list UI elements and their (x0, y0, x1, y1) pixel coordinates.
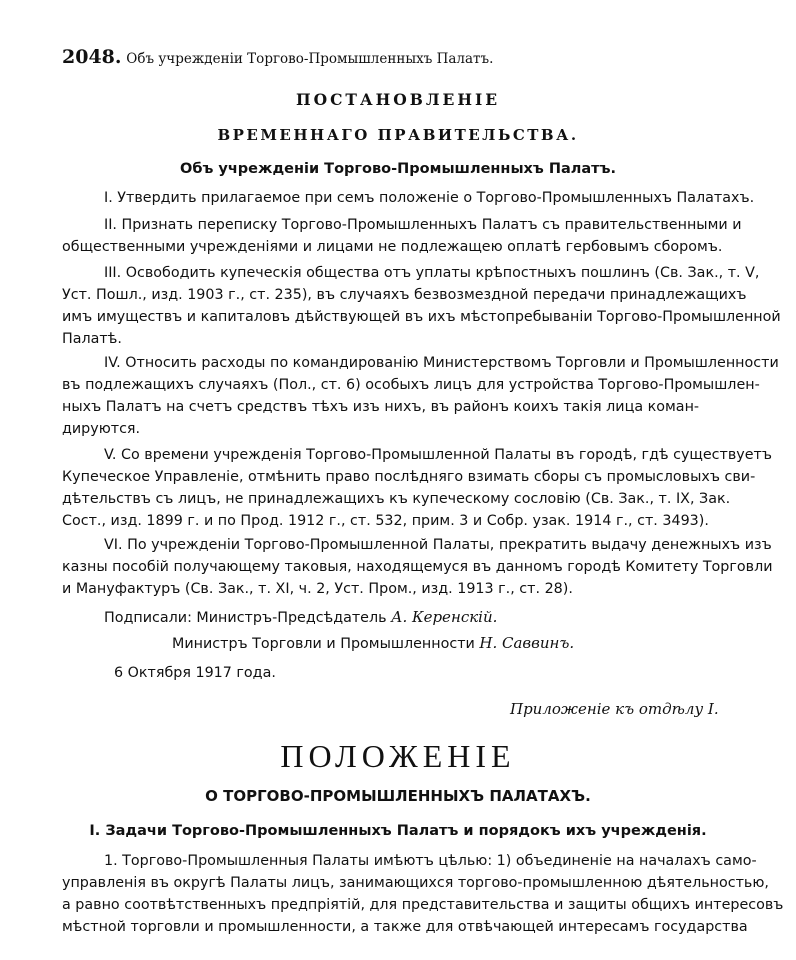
decree-paragraph-line: IV. Относить расходы по командированію Министерствомъ Торговли и Промышленности (104, 355, 779, 371)
regulation-subtitle: О ТОРГОВО-ПРОМЫШЛЕННЫХЪ ПАЛАТАХЪ. (205, 787, 591, 805)
regulation-paragraph-line: управленія въ округѣ Палаты лицъ, занимающихся торгово-промышленною дѣятельностью, (62, 875, 769, 891)
page-header (62, 48, 493, 68)
decree-paragraph-line: казны пособій получающему таковыя, находящемуся въ данномъ городѣ Комитету Торговли (62, 559, 773, 575)
decree-paragraph-line: Уст. Пошл., изд. 1903 г., ст. 235), въ случаяхъ безвозмездной передачи принадлежащихъ (62, 287, 747, 303)
regulation-title: ПОЛОЖЕНІЕ (280, 738, 516, 774)
signer-savvin: Н. Саввинъ. (479, 634, 575, 652)
decree-paragraph-line: III. Освободить купеческія общества отъ уплаты крѣпостныхъ пошлинъ (Св. Зак., т. V, (104, 265, 760, 281)
regulation-paragraph-line: 1. Торгово-Промышленныя Палаты имѣютъ цѣлью: 1) объединеніе на началахъ само- (104, 853, 757, 869)
signature-line-1 (104, 608, 497, 627)
decree-paragraph-line: V. Со времени учрежденія Торгово-Промышленной Палаты въ городѣ, гдѣ существуетъ (104, 447, 772, 463)
act-number: 2048. (62, 46, 122, 68)
decree-subtitle: ВРЕМЕННАГО ПРАВИТЕЛЬСТВА. (217, 126, 579, 144)
appendix-note: Приложеніе къ отдѣлу I. (510, 700, 719, 718)
decree-paragraph-line: общественными учрежденіями и лицами не подлежащею оплатѣ гербовымъ сборомъ. (62, 239, 723, 255)
decree-paragraph-line: дѣтельствъ съ лицъ, не принадлежащихъ къ купеческому сословію (Св. Зак., т. IX, Зак. (62, 491, 731, 507)
signed-label: Подписали: Министръ-Предсѣдатель (104, 610, 387, 626)
decree-paragraph-line: и Мануфактуръ (Св. Зак., т. XI, ч. 2, Уст. Пром., изд. 1913 г., ст. 28). (62, 581, 573, 597)
decree-paragraph-line: имъ имуществъ и капиталовъ дѣйствующей въ ихъ мѣстопребываніи Торгово-Промышленной (62, 309, 781, 325)
decree-paragraph-line: Сост., изд. 1899 г. и по Прод. 1912 г., ст. 532, прим. 3 и Собр. узак. 1914 г., ст. 3493). (62, 513, 709, 529)
regulation-paragraph-line: а равно соотвѣтственныхъ предпріятій, для представительства и защиты общихъ интересовъ (62, 897, 784, 913)
section-title: I. Задачи Торгово-Промышленныхъ Палатъ и порядокъ ихъ учрежденія. (89, 823, 707, 839)
signer-kerensky: А. Керенскій. (391, 608, 498, 626)
decree-title: ПОСТАНОВЛЕНІЕ (295, 90, 501, 109)
minister-label: Министръ Торговли и Промышленности (172, 636, 475, 652)
decree-paragraph-line: Купеческое Управленіе, отмѣнить право послѣдняго взимать сборы съ промысловыхъ сви- (62, 469, 756, 485)
decree-paragraph-line: VI. По учрежденіи Торгово-Промышленной Палаты, прекратить выдачу денежныхъ изъ (104, 537, 772, 553)
decree-paragraph-line: въ подлежащихъ случаяхъ (Пол., ст. 6) особыхъ лицъ для устройства Торгово-Промышлен- (62, 377, 760, 393)
decree-date: 6 Октября 1917 года. (114, 665, 276, 681)
decree-paragraph-line: Палатѣ. (62, 331, 122, 347)
act-title: Объ учрежденіи Торгово-Промышленныхъ Палатъ. (126, 51, 494, 67)
signature-line-2 (172, 634, 574, 653)
decree-paragraph-line: ныхъ Палатъ на счетъ средствъ тѣхъ изъ нихъ, въ районъ коихъ такія лица коман- (62, 399, 700, 415)
decree-paragraph-line: I. Утвердить прилагаемое при семъ положеніе о Торгово-Промышленныхъ Палатахъ. (104, 190, 755, 206)
decree-paragraph-line: дируются. (62, 421, 141, 437)
decree-subject: Объ учрежденіи Торгово-Промышленныхъ Палатъ. (180, 161, 616, 177)
regulation-paragraph-line: мѣстной торговли и промышленности, а также для отвѣчающей интересамъ государства (62, 919, 748, 935)
decree-paragraph-line: II. Признать переписку Торгово-Промышленныхъ Палатъ съ правительственными и (104, 217, 742, 233)
